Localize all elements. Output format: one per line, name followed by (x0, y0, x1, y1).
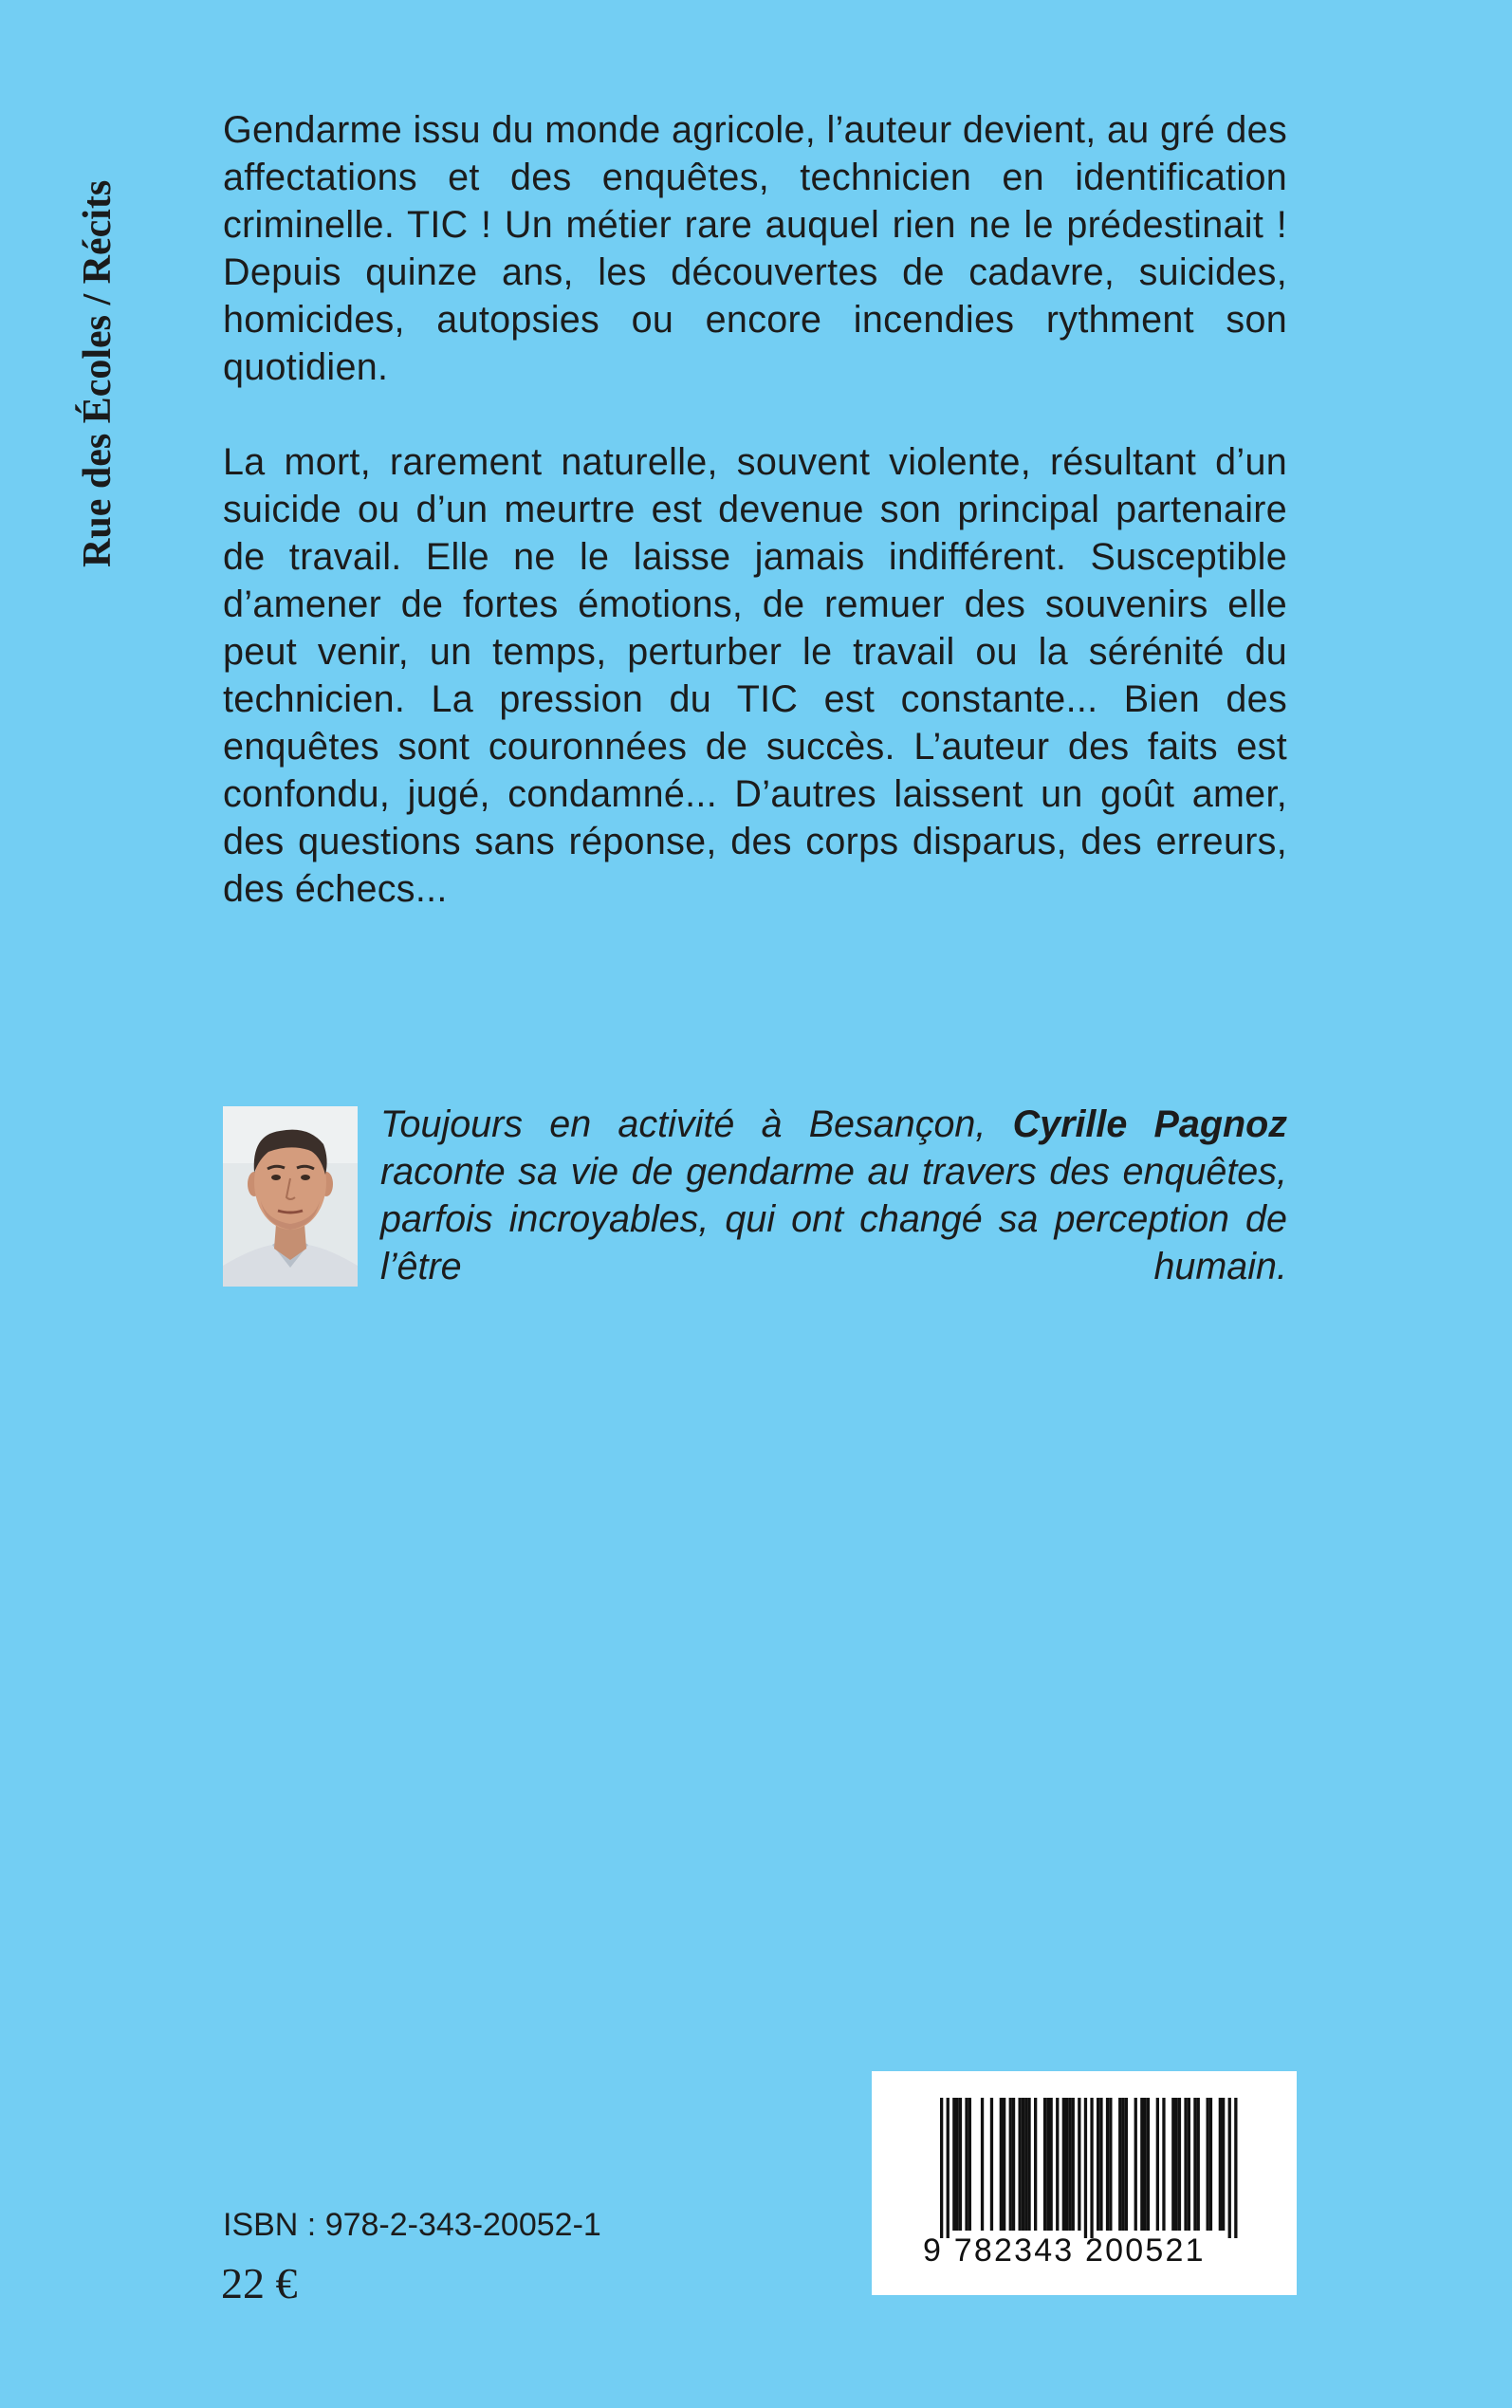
author-bio-lead: Toujours en activité à Besançon, (380, 1103, 986, 1145)
barcode-digits: 9 782343 200521 (923, 2232, 1206, 2269)
barcode-bar (1062, 2098, 1065, 2231)
author-photo (223, 1106, 358, 1287)
barcode-bar (1175, 2098, 1178, 2231)
series-label: Rue des Écoles / Récits (76, 179, 120, 567)
barcode-bar (1106, 2098, 1109, 2231)
barcode-bar (1222, 2098, 1225, 2231)
barcode-bar (1156, 2098, 1159, 2231)
barcode-bar (1084, 2098, 1087, 2238)
barcode-bar (1009, 2098, 1012, 2231)
barcode-bar (1090, 2098, 1093, 2238)
barcode-bar (940, 2098, 943, 2238)
barcode-bar (1171, 2098, 1174, 2231)
barcode-bar (1234, 2098, 1237, 2238)
barcode-bar (1050, 2098, 1053, 2231)
barcode-bar (1162, 2098, 1165, 2231)
barcode-bar (1019, 2098, 1022, 2231)
barcode-bar (1109, 2098, 1112, 2231)
barcode-bar (1097, 2098, 1099, 2231)
barcode-bar (1125, 2098, 1128, 2231)
author-portrait-image (223, 1106, 358, 1287)
barcode-bar (1118, 2098, 1121, 2231)
barcode-bar (959, 2098, 962, 2231)
barcode-bar (1178, 2098, 1181, 2231)
barcode-bar (1207, 2098, 1209, 2231)
barcode-bar (1003, 2098, 1005, 2231)
barcode-bar (1068, 2098, 1071, 2231)
barcode-bar (1144, 2098, 1147, 2231)
barcode-bar (952, 2098, 955, 2231)
author-bio (380, 1101, 1287, 1290)
barcode-bar (956, 2098, 959, 2231)
barcode-bar (965, 2098, 968, 2231)
author-name: Cyrille Pagnoz (1012, 1103, 1288, 1145)
barcode-bar (1034, 2098, 1037, 2231)
barcode-bar (1065, 2098, 1068, 2231)
barcode-bar (1022, 2098, 1024, 2231)
blurb-paragraph-2: La mort, rarement naturelle, souvent violente, résultant d’un suicide ou d’un meurtre est devenue son principal partenaire de travail. Elle ne le laisse jamais indifférent. Susceptible d’amener de fortes émotions, de remuer des souvenirs elle peut venir, un temps, perturber le travail ou la sérénité du technicien. La pression du TIC est constante... Bien des enquêtes sont couronnées de succès. L’auteur des faits est confondu, jugé, condamné... D’autres laissent un goût amer, des questions sans réponse, des corps disparus, des erreurs, des échecs... (223, 441, 1287, 910)
barcode-bar (1099, 2098, 1102, 2231)
barcode-bar (990, 2098, 993, 2231)
barcode-bar (1078, 2098, 1080, 2231)
barcode-bar (947, 2098, 950, 2238)
barcode-bar (1134, 2098, 1137, 2231)
barcode-bar (1043, 2098, 1046, 2231)
price-label: 22 € (221, 2259, 298, 2307)
barcode-bar (1072, 2098, 1075, 2231)
barcode-bar (1219, 2098, 1222, 2231)
barcode-bar (1228, 2098, 1231, 2238)
barcode-bar (1046, 2098, 1049, 2231)
barcode (872, 2071, 1297, 2295)
barcode-bar (1188, 2098, 1190, 2231)
barcode-bar (1012, 2098, 1015, 2231)
barcode-bar (1000, 2098, 1003, 2231)
barcode-bar (1184, 2098, 1187, 2231)
barcode-bar (981, 2098, 984, 2231)
isbn-label: ISBN : 978-2-343-20052-1 (223, 2207, 601, 2243)
barcode-bars (927, 2098, 1249, 2238)
barcode-bar (1147, 2098, 1150, 2231)
barcode-bar (1140, 2098, 1143, 2231)
barcode-bar (968, 2098, 971, 2231)
barcode-bar (1193, 2098, 1196, 2231)
barcode-bar (1121, 2098, 1124, 2231)
barcode-bar (1056, 2098, 1059, 2231)
blurb-paragraph-1: Gendarme issu du monde agricole, l’auteur devient, au gré des affectations et des enquêtes, technicien en identification criminelle. TIC ! Un métier rare auquel rien ne le prédestinait ! Depuis quinze ans, les découvertes de cadavre, suicides, homicides, autopsies ou encore incendies rythment son quotidien. (223, 109, 1287, 388)
barcode-bar (1197, 2098, 1200, 2231)
author-bio-rest: raconte sa vie de gendarme au travers des enquêtes, parfois incroyables, qui ont changé sa perception de l’être humain. (380, 1151, 1287, 1287)
barcode-bar (1209, 2098, 1212, 2231)
barcode-bar (1027, 2098, 1030, 2231)
barcode-bar (1024, 2098, 1027, 2231)
